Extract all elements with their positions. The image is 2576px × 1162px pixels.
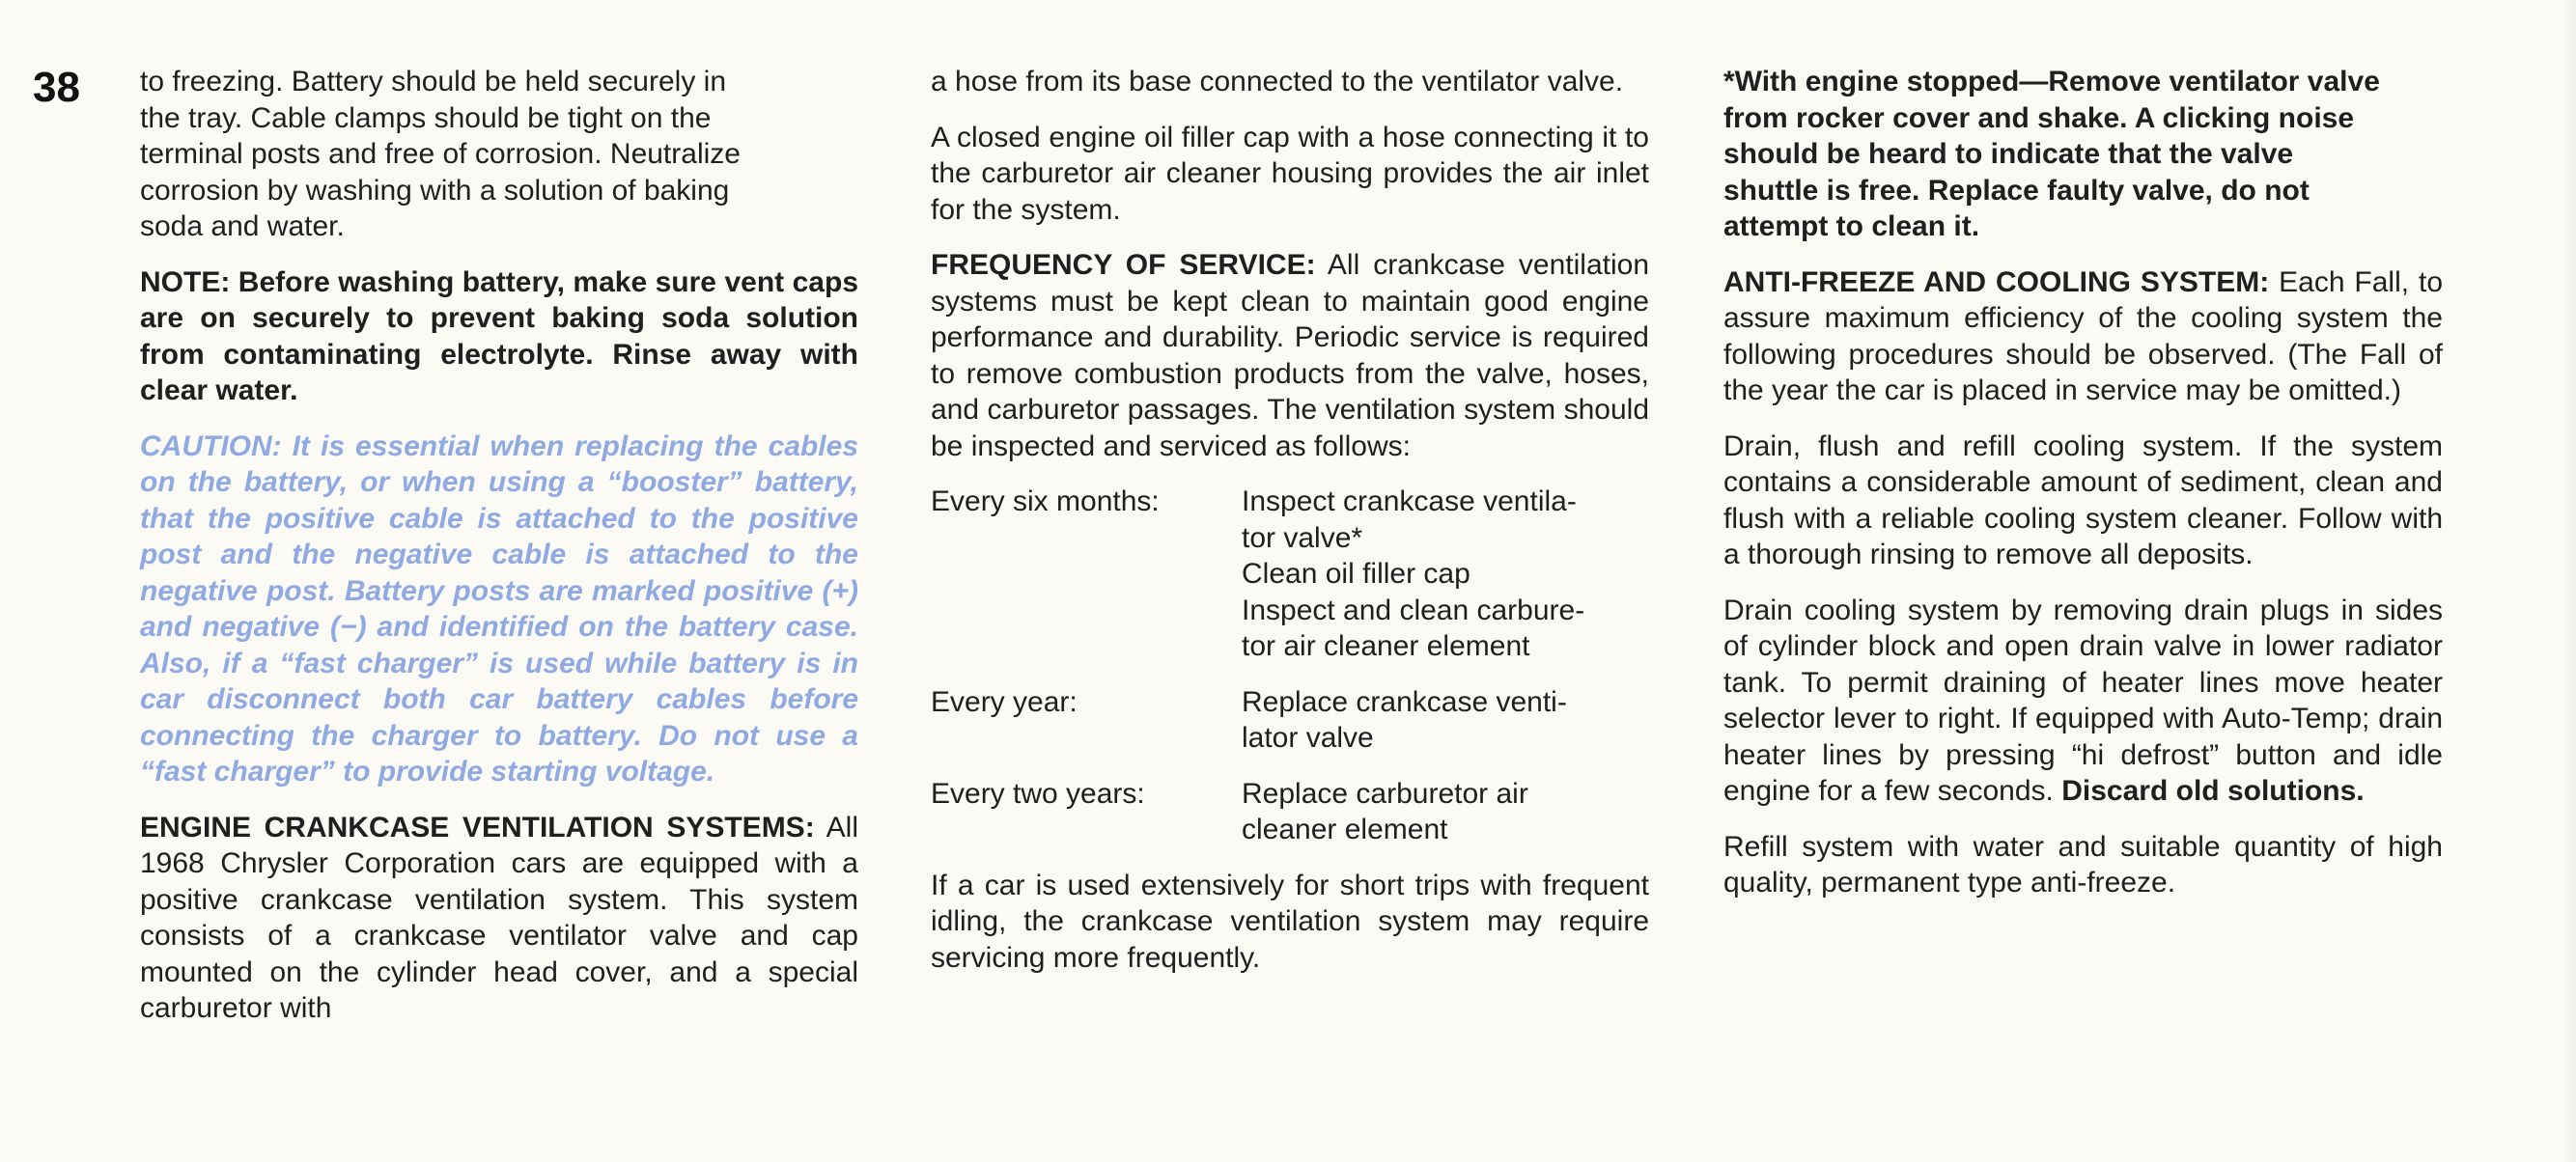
schedule-items (1242, 776, 1649, 848)
refill-paragraph: Refill system with water and suitable quantity of high quality, permanent type anti-freeze. (1723, 830, 2443, 899)
schedule-item: tor air cleaner element (1242, 630, 1530, 662)
schedule-item: Inspect and clean carbure- (1242, 594, 1585, 626)
battery-line: to freezing. Battery should be held securely in (140, 66, 727, 97)
drain-paragraph (1723, 593, 2443, 810)
ventilation-heading: ENGINE CRANKCASE VENTILATION SYSTEMS: (140, 811, 815, 844)
page-number: 38 (33, 64, 80, 111)
drain-bold: Discard old solutions. (2061, 775, 2365, 807)
schedule-item: Replace crankcase venti- (1242, 685, 1567, 718)
frequency-heading: FREQUENCY OF SERVICE: (931, 249, 1316, 281)
service-schedule (931, 484, 1649, 848)
frequency-paragraph (931, 247, 1649, 464)
column-left (140, 64, 858, 1046)
schedule-item: tor valve* (1242, 521, 1363, 554)
schedule-period: Every six months: (931, 485, 1160, 517)
hose-paragraph: a hose from its base connected to the ventilator valve. (931, 66, 1624, 97)
footnote-line: from rocker cover and shake. A clicking noise (1723, 101, 2355, 134)
filler-cap-paragraph: A closed engine oil filler cap with a hose connecting it to the carburetor air cleaner housing provides the air inlet for the system. (931, 121, 1649, 226)
schedule-item: Clean oil filler cap (1242, 558, 1470, 590)
antifreeze-heading: ANTI-FREEZE AND COOLING SYSTEM: (1723, 265, 2270, 298)
note-paragraph: NOTE: Before washing battery, make sure vent caps are on securely to prevent baking soda solution from contaminating electrolyte. Rinse away with clear water. (140, 265, 858, 406)
schedule-period: Every two years: (931, 777, 1145, 810)
footnote-line: should be heard to indicate that the valve (1723, 138, 2294, 170)
footnote-line: attempt to clean it. (1723, 210, 1980, 242)
footnote-paragraph (1723, 64, 2443, 245)
battery-line: the tray. Cable clamps should be tight on the (140, 101, 712, 134)
caution-paragraph: CAUTION: It is essential when replacing the cables on the battery, or when using a “booster” battery, that the positive cable is attached to the positive post and the negative cable is attached to the negative post. Battery posts are marked positive (+) and negative (−) and identified on the battery case. Also, if a “fast charger” is used while battery is in car disconnect both car battery cables before connecting the charger to battery. Do not use a “fast charger” to provide starting voltage. (140, 429, 858, 788)
footnote-line: shuttle is free. Replace faulty valve, do not (1723, 174, 2310, 207)
battery-paragraph (140, 64, 858, 245)
antifreeze-text: Each Fall, to assure maximum efficiency of the cooling system the following procedures should be observed. (The Fall of the year the car is placed in service may be omitted.) (1723, 265, 2443, 406)
page-edge-shadow (2562, 0, 2576, 1162)
column-right (1723, 64, 2443, 921)
frequency-text: All crankcase ventilation systems must be kept clean to maintain good engine performance and durability. Periodic service is required to remove combustion products from the valve, hoses, and carburetor passages. The ventilation system should be inspected and serviced as follows: (931, 249, 1650, 462)
schedule-items (1242, 484, 1649, 665)
footnote-line: *With engine stopped—Remove ventilator valve (1723, 66, 2380, 97)
schedule-period: Every year: (931, 685, 1078, 718)
battery-line: terminal posts and free of corrosion. Neutralize (140, 138, 741, 170)
ventilation-text: All 1968 Chrysler Corporation cars are equipped with a positive crankcase ventilation system. This system consists of a crankcase ventilator valve and cap mounted on the cylinder head cover, and a special carburetor with (140, 811, 858, 1024)
antifreeze-paragraph (1723, 264, 2443, 409)
column-middle (931, 64, 1649, 995)
battery-line: soda and water. (140, 210, 345, 242)
short-trips-paragraph: If a car is used extensively for short trips with frequent idling, the crankcase ventilation system may require servicing more frequently. (931, 869, 1649, 974)
drain-flush-paragraph: Drain, flush and refill cooling system. If the system contains a considerable amount of sediment, clean and flush with a reliable cooling system cleaner. Follow with a thorough rinsing to remove all deposits. (1723, 429, 2443, 570)
schedule-item: Replace carburetor air (1242, 777, 1528, 810)
schedule-items (1242, 684, 1649, 757)
schedule-item: Inspect crankcase ventila- (1242, 485, 1577, 517)
schedule-item: lator valve (1242, 722, 1374, 754)
battery-line: corrosion by washing with a solution of baking (140, 174, 730, 207)
ventilation-paragraph (140, 810, 858, 1027)
schedule-item: cleaner element (1242, 814, 1448, 845)
drain-text: Drain cooling system by removing drain plugs in sides of cylinder block and open drain valve in lower radiator tank. To permit draining of heater lines move heater selector lever to right. If equipped with Auto-Temp; drain heater lines by pressing “hi defrost” button and idle engine for a few seconds. (1723, 594, 2443, 807)
